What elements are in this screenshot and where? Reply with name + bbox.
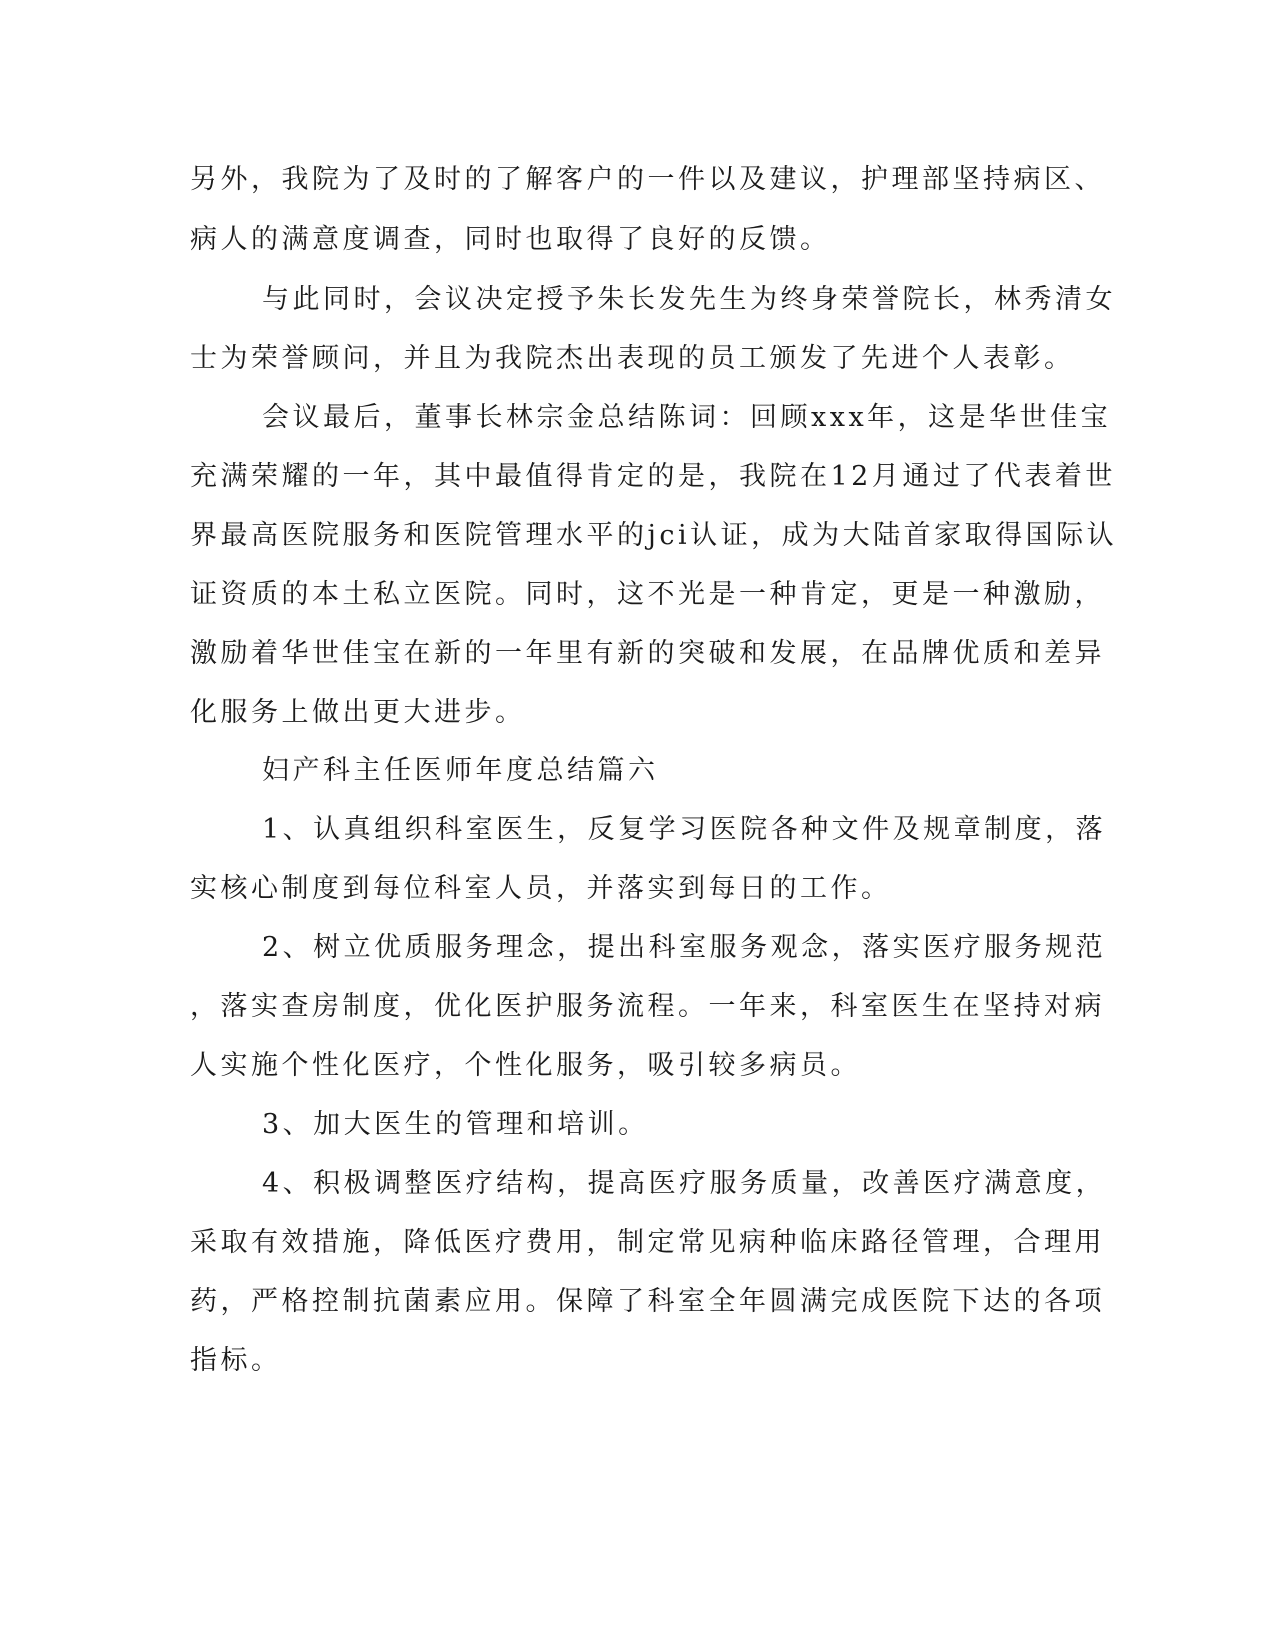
text-line: 证资质的本土私立医院。同时，这不光是一种肯定，更是一种激励， [190,579,1105,610]
text-line: 另外，我院为了及时的了解客户的一件以及建议，护理部坚持病区、 [190,164,1105,195]
text-line: 病人的满意度调查，同时也取得了良好的反馈。 [190,224,831,255]
paragraph-start-line: 与此同时，会议决定授予朱长发先生为终身荣誉院长，林秀清女 [262,284,1116,315]
text-line: 激励着华世佳宝在新的一年里有新的突破和发展，在品牌优质和差异 [190,638,1105,669]
text-line: 人实施个性化医疗，个性化服务，吸引较多病员。 [190,1050,861,1081]
section-heading: 妇产科主任医师年度总结篇六 [262,755,659,786]
text-line: 药，严格控制抗菌素应用。保障了科室全年圆满完成医院下达的各项 [190,1286,1105,1317]
paragraph-start-line: 4、积极调整医疗结构，提高医疗服务质量，改善医疗满意度， [262,1168,1107,1199]
text-line: 充满荣耀的一年，其中最值得肯定的是，我院在12月通过了代表着世 [190,461,1116,492]
paragraph-start-line: 会议最后，董事长林宗金总结陈词：回顾xxx年，这是华世佳宝 [262,402,1112,433]
paragraph-start-line: 1、认真组织科室医生，反复学习医院各种文件及规章制度，落 [262,814,1107,845]
paragraph-start-line: 3、加大医生的管理和培训。 [262,1109,649,1140]
paragraph-start-line: 2、树立优质服务理念，提出科室服务观念，落实医疗服务规范 [262,932,1107,963]
text-line: 士为荣誉顾问，并且为我院杰出表现的员工颁发了先进个人表彰。 [190,343,1075,374]
text-line: 化服务上做出更大进步。 [190,697,526,728]
text-line: 界最高医院服务和医院管理水平的jci认证，成为大陆首家取得国际认 [190,520,1118,551]
text-line: 采取有效措施，降低医疗费用，制定常见病种临床路径管理，合理用 [190,1227,1105,1258]
text-line: 实核心制度到每位科室人员，并落实到每日的工作。 [190,873,892,904]
text-line: 指标。 [190,1345,282,1376]
text-line: ，落实查房制度，优化医护服务流程。一年来，科室医生在坚持对病 [190,991,1105,1022]
